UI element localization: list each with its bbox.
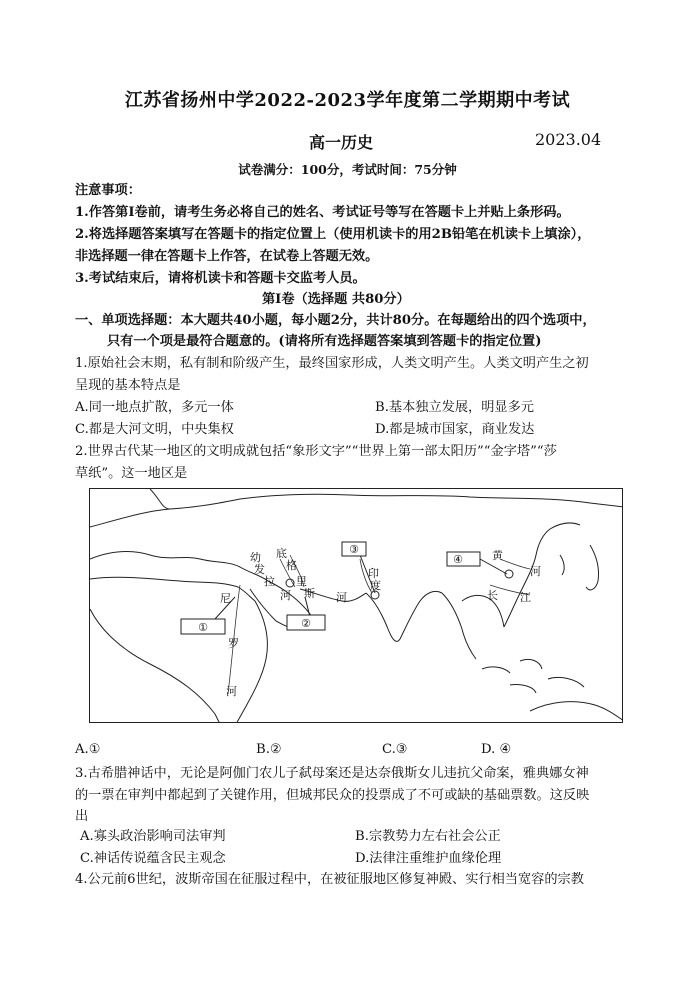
section-instruction: 一、单项选择题：本大题共40小题，每小题2分，共计80分。在每题给出的四个选项中， xyxy=(75,313,596,328)
label-yangtze: 长 xyxy=(487,589,498,602)
section-instruction: 只有一个项是最符合题意的。(请将所有选择题答案填到答题卡的指定位置) xyxy=(107,334,542,349)
callout-box-1 xyxy=(181,619,225,634)
q2-option-c: C.③ xyxy=(382,742,408,757)
note-item: 3.考试结束后，请将机读卡和答题卡交监考人员。 xyxy=(75,271,366,286)
q1-option-a: A.同一地点扩散，多元一体 xyxy=(75,400,234,415)
q1-option-b: B.基本独立发展，明显多元 xyxy=(375,400,534,415)
q3-option-a: A.寡头政治影响司法审判 xyxy=(80,829,226,844)
label-euphrates: 幼 xyxy=(250,551,261,564)
river-labels xyxy=(220,546,541,698)
question-3-stem: 出 xyxy=(75,809,89,824)
coastlines xyxy=(90,489,623,723)
map-svg xyxy=(90,489,623,723)
q2-option-b: B.② xyxy=(256,742,282,757)
label-box-1: ① xyxy=(198,621,208,634)
label-tigris: 格 xyxy=(286,559,297,572)
label-yellow: 河 xyxy=(530,565,541,578)
q3-option-c: C.神话传说蕴含民主观念 xyxy=(80,851,226,866)
question-3-stem: 3.古希腊神话中，无论是阿伽门农儿子弑母案还是达奈俄斯女儿违抗父命案，雅典娜女神 xyxy=(75,766,589,781)
label-indus: 印 xyxy=(368,567,379,580)
label-box-2: ② xyxy=(301,617,311,630)
label-tigris: 底 xyxy=(276,547,287,560)
label-nile: 罗 xyxy=(228,637,239,650)
question-1-stem: 呈现的基本特点是 xyxy=(75,378,181,393)
question-2-stem: 草纸”。这一地区是 xyxy=(75,466,188,481)
q3-option-b: B.宗教势力左右社会公正 xyxy=(355,829,501,844)
label-river: 河 xyxy=(280,589,291,602)
q1-option-c: C.都是大河文明，中央集权 xyxy=(75,422,234,437)
label-tigris: 斯 xyxy=(304,587,315,600)
callout-box-4 xyxy=(447,552,480,566)
section-title: 第Ⅰ卷（选择题 共80分） xyxy=(262,292,410,307)
question-4-stem: 4.公元前6世纪，波斯帝国在征服过程中，在被征服地区修复神殿、实行相当宽容的宗教 xyxy=(75,872,584,887)
notes-heading: 注意事项： xyxy=(75,183,141,198)
score-info: 试卷满分：100分，考试时间：75分钟 xyxy=(238,162,457,177)
q2-option-a: A.① xyxy=(75,742,101,757)
label-indus: 河 xyxy=(336,591,347,604)
note-item: 非选择题一律在答题卡上作答，在试卷上答题无效。 xyxy=(75,249,379,264)
note-item: 2.将选择题答案填写在答题卡的指定位置上（使用机读卡的用2B铅笔在机读卡上填涂）， xyxy=(75,227,591,242)
question-2-stem: 2.世界古代某一地区的文明成就包括“象形文字”“世界上第一部太阳历”“金字塔”“莎 xyxy=(75,444,557,459)
label-euphrates: 发 xyxy=(254,563,265,576)
label-tigris: 里 xyxy=(296,575,307,588)
q1-option-d: D.都是城市国家，商业发达 xyxy=(375,422,535,437)
q3-option-d: D.法律注重维护血缘伦理 xyxy=(355,851,502,866)
q2-option-d: D. ④ xyxy=(481,742,512,757)
subject-title: 高一历史 xyxy=(309,133,374,152)
callout-box-2 xyxy=(287,615,325,630)
label-nile: 河 xyxy=(226,685,237,698)
label-box-4: ④ xyxy=(453,553,463,566)
label-yangtze: 江 xyxy=(520,591,531,604)
label-yellow: 黄 xyxy=(492,549,503,562)
world-map-figure xyxy=(89,488,623,723)
label-euphrates: 拉 xyxy=(264,575,275,588)
exam-date: 2023.04 xyxy=(535,130,602,149)
note-item: 1.作答第Ⅰ卷前，请考生务必将自己的姓名、考试证号等写在答题卡上并贴上条形码。 xyxy=(75,205,570,220)
label-box-3: ③ xyxy=(349,543,359,556)
question-1-stem: 1.原始社会末期，私有制和阶级产生，最终国家形成，人类文明产生。人类文明产生之初 xyxy=(75,356,589,371)
question-3-stem: 的一票在审判中都起到了关键作用，但城邦民众的投票成了不可或缺的基础票数。这反映 xyxy=(75,788,590,803)
callout-box-3 xyxy=(342,542,366,556)
page-title: 江苏省扬州中学2022-2023学年度第二学期期中考试 xyxy=(124,90,571,111)
label-indus: 度 xyxy=(370,579,381,592)
label-nile: 尼 xyxy=(220,592,231,605)
